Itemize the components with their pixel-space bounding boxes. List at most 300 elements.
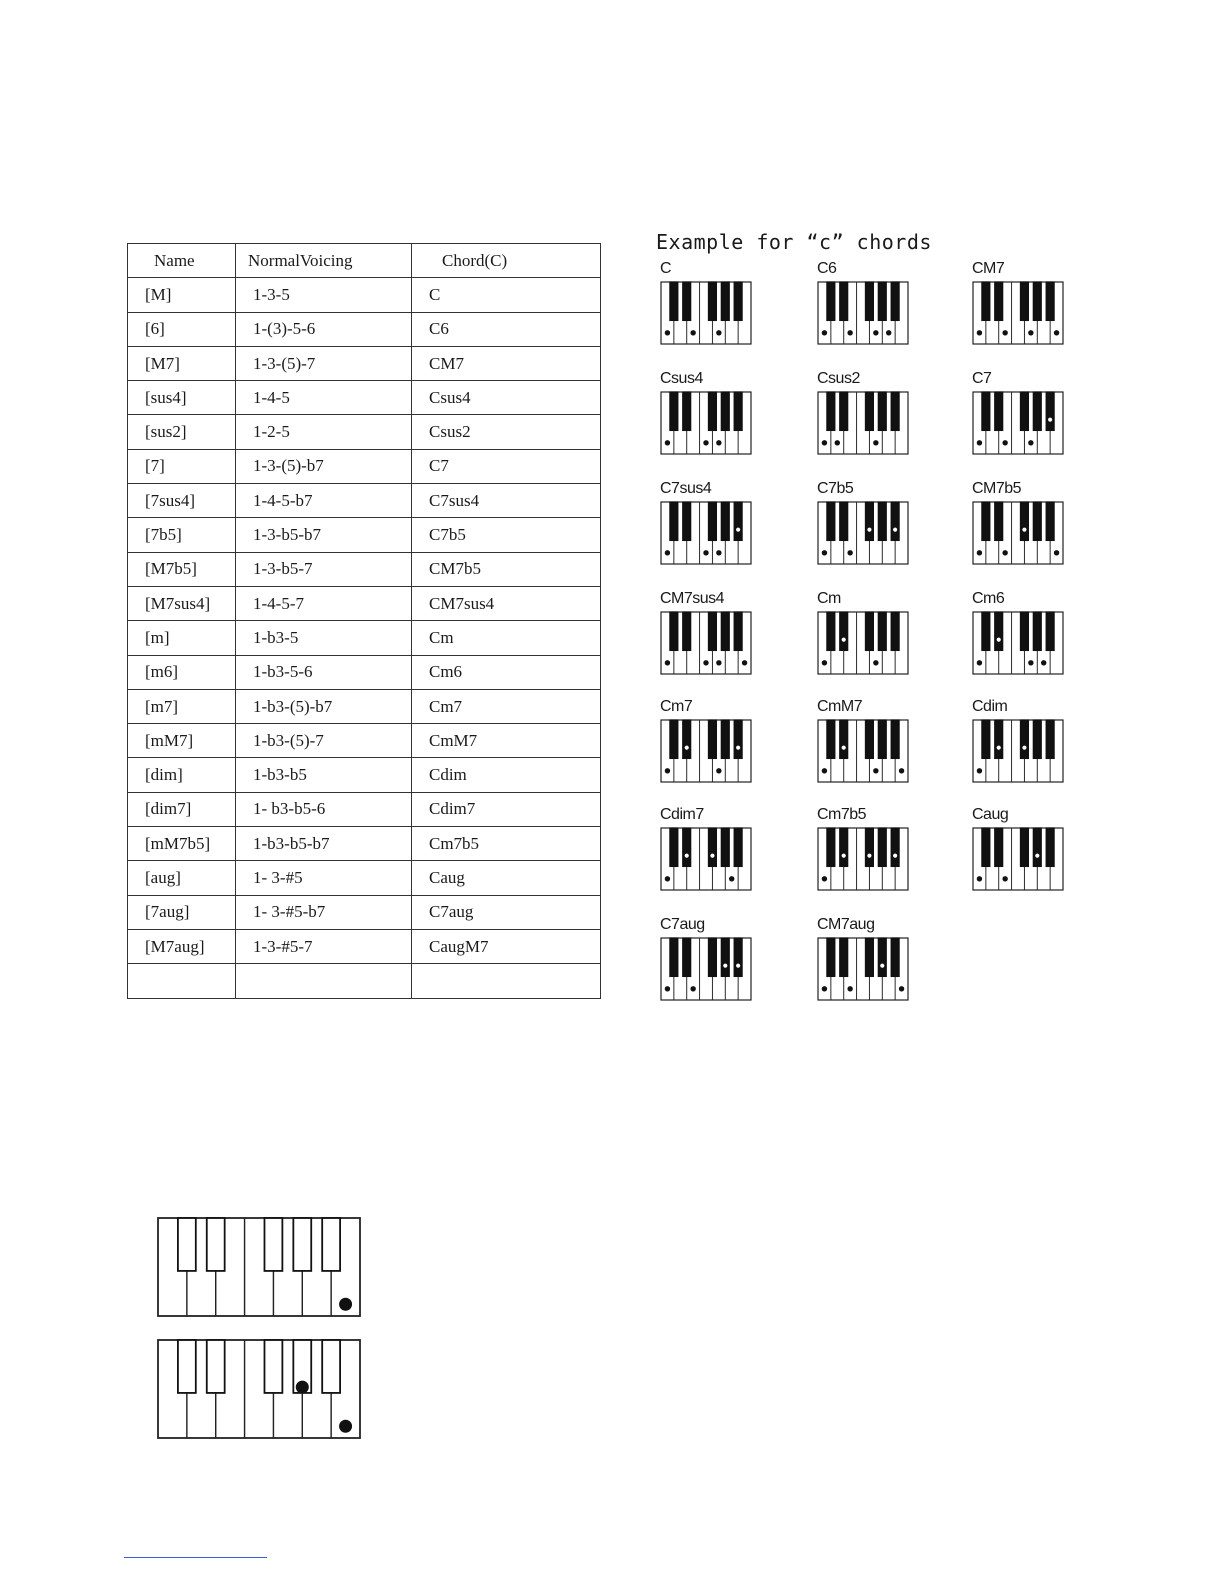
note-dot	[1048, 417, 1053, 422]
black-key	[708, 720, 716, 758]
note-dot	[899, 768, 904, 773]
chord-label: Cdim7	[660, 806, 704, 823]
black-key	[734, 938, 742, 976]
note-dot	[691, 986, 696, 991]
black-key	[878, 828, 886, 866]
black-key	[708, 938, 716, 976]
table-cell: 1-4-5	[236, 381, 412, 415]
table-cell: 1-3-(5)-7	[236, 346, 412, 380]
table-cell: [m6]	[128, 655, 236, 689]
black-key	[827, 938, 835, 976]
black-key	[721, 282, 729, 320]
table-row	[128, 621, 601, 655]
chord-label: CM7aug	[817, 916, 875, 933]
table-cell: C	[412, 278, 601, 312]
note-dot	[893, 853, 898, 858]
table-row	[128, 415, 601, 449]
black-key	[264, 1218, 282, 1271]
black-key	[322, 1218, 340, 1271]
keyboard-icon	[815, 806, 915, 906]
table-row	[128, 312, 601, 346]
table-row	[128, 724, 601, 758]
chord-label: C	[660, 260, 672, 277]
note-dot	[1028, 330, 1033, 335]
note-dot	[710, 853, 715, 858]
chord-diagram	[970, 480, 1070, 580]
note-dot	[873, 768, 878, 773]
table-cell: CM7b5	[412, 552, 601, 586]
note-dot	[1022, 745, 1027, 750]
table-cell: [sus2]	[128, 415, 236, 449]
black-key	[178, 1218, 196, 1271]
note-dot	[841, 745, 846, 750]
table-cell: Cm	[412, 621, 601, 655]
black-key	[827, 720, 835, 758]
black-key	[982, 720, 990, 758]
black-key	[995, 828, 1003, 866]
chord-label: Csus4	[660, 370, 703, 387]
table-cell: 1- 3-#5-b7	[236, 895, 412, 929]
note-dot	[841, 637, 846, 642]
chord-diagram	[658, 698, 758, 798]
note-dot	[880, 963, 885, 968]
black-key	[891, 282, 899, 320]
black-key	[891, 502, 899, 540]
note-dot	[665, 440, 670, 445]
table-row	[128, 861, 601, 895]
note-dot	[996, 745, 1001, 750]
black-key	[878, 938, 886, 976]
table-cell: CM7	[412, 346, 601, 380]
black-key	[891, 612, 899, 650]
note-dot	[848, 986, 853, 991]
table-cell: Csus2	[412, 415, 601, 449]
table-cell: [M7sus4]	[128, 586, 236, 620]
table-cell: 1-3-5	[236, 278, 412, 312]
black-key	[721, 392, 729, 430]
black-key	[840, 392, 848, 430]
black-key	[1020, 502, 1028, 540]
note-dot	[835, 440, 840, 445]
table-cell: [7]	[128, 449, 236, 483]
note-dot	[1035, 853, 1040, 858]
black-key	[827, 612, 835, 650]
chord-diagram	[658, 590, 758, 690]
black-key	[734, 282, 742, 320]
black-key	[995, 612, 1003, 650]
black-key	[995, 392, 1003, 430]
keyboard-icon	[815, 590, 915, 690]
table-cell: 1-b3-b5	[236, 758, 412, 792]
black-key	[1033, 720, 1041, 758]
table-cell: [mM7b5]	[128, 827, 236, 861]
black-key	[683, 282, 691, 320]
black-key	[708, 282, 716, 320]
table-cell: 1-b3-5-6	[236, 655, 412, 689]
note-dot	[822, 440, 827, 445]
black-key	[683, 392, 691, 430]
black-key	[683, 502, 691, 540]
note-dot	[1003, 330, 1008, 335]
black-key	[670, 502, 678, 540]
note-dot	[848, 330, 853, 335]
black-key	[734, 720, 742, 758]
note-dot	[716, 660, 721, 665]
black-key	[865, 612, 873, 650]
table-cell: C7aug	[412, 895, 601, 929]
table-cell: 1-b3-(5)-7	[236, 724, 412, 758]
chord-diagram	[658, 916, 758, 1016]
black-key	[1046, 502, 1054, 540]
black-key	[734, 502, 742, 540]
note-dot	[822, 876, 827, 881]
table-row	[128, 792, 601, 826]
table-row	[128, 895, 601, 929]
table-cell: [6]	[128, 312, 236, 346]
table-cell: CaugM7	[412, 929, 601, 963]
note-dot	[665, 660, 670, 665]
column-header: Name	[128, 244, 236, 278]
chord-diagram	[658, 806, 758, 906]
black-key	[178, 1340, 196, 1393]
black-key	[1046, 612, 1054, 650]
note-dot	[296, 1381, 309, 1394]
black-key	[982, 392, 990, 430]
column-header: Chord(C)	[412, 244, 601, 278]
chord-diagram	[658, 370, 758, 470]
black-key	[683, 938, 691, 976]
note-dot	[691, 330, 696, 335]
black-key	[708, 502, 716, 540]
note-dot	[736, 745, 741, 750]
table-row	[128, 929, 601, 963]
black-key	[865, 502, 873, 540]
chord-label: Csus2	[817, 370, 860, 387]
table-cell: 1-2-5	[236, 415, 412, 449]
table-cell: 1-3-(5)-b7	[236, 449, 412, 483]
table-cell: [aug]	[128, 861, 236, 895]
table-cell	[128, 964, 236, 998]
keyboard-icon	[815, 698, 915, 798]
black-key	[1020, 720, 1028, 758]
black-key	[840, 720, 848, 758]
keyboard-icon	[658, 590, 758, 690]
keyboard-icon	[815, 260, 915, 360]
chord-label: C7	[972, 370, 992, 387]
black-key	[982, 612, 990, 650]
table-cell: [mM7]	[128, 724, 236, 758]
black-key	[1020, 282, 1028, 320]
table-row	[128, 484, 601, 518]
table-cell: C7sus4	[412, 484, 601, 518]
table-cell: 1-b3-b5-b7	[236, 827, 412, 861]
keyboard-icon	[658, 480, 758, 580]
chord-diagram	[970, 370, 1070, 470]
chord-label: CM7	[972, 260, 1005, 277]
note-dot	[665, 876, 670, 881]
note-dot	[723, 963, 728, 968]
table-cell: CM7sus4	[412, 586, 601, 620]
note-dot	[841, 853, 846, 858]
black-key	[995, 502, 1003, 540]
black-key	[827, 282, 835, 320]
black-key	[1020, 828, 1028, 866]
black-key	[865, 938, 873, 976]
black-key	[1020, 612, 1028, 650]
chord-label: Cm7	[660, 698, 693, 715]
black-key	[891, 392, 899, 430]
note-dot	[822, 768, 827, 773]
note-dot	[867, 527, 872, 532]
black-key	[293, 1218, 311, 1271]
keyboard-icon	[658, 806, 758, 906]
table-cell: [7sus4]	[128, 484, 236, 518]
note-dot	[1003, 550, 1008, 555]
table-cell: [sus4]	[128, 381, 236, 415]
note-dot	[704, 440, 709, 445]
black-key	[995, 720, 1003, 758]
table-row	[128, 449, 601, 483]
chord-diagram	[815, 370, 915, 470]
note-dot	[704, 660, 709, 665]
table-cell: [dim7]	[128, 792, 236, 826]
table-cell: 1-b3-5	[236, 621, 412, 655]
chord-diagram	[970, 806, 1070, 906]
chord-diagram	[815, 480, 915, 580]
chord-diagram	[815, 260, 915, 360]
note-dot	[1054, 330, 1059, 335]
chord-label: Cdim	[972, 698, 1008, 715]
black-key	[865, 392, 873, 430]
black-key	[840, 502, 848, 540]
keyboard-icon	[815, 916, 915, 1016]
note-dot	[684, 853, 689, 858]
table-cell: 1-(3)-5-6	[236, 312, 412, 346]
black-key	[670, 612, 678, 650]
table-cell: Cdim	[412, 758, 601, 792]
note-dot	[977, 550, 982, 555]
keyboard-icon	[970, 370, 1070, 470]
black-key	[1020, 392, 1028, 430]
table-row	[128, 278, 601, 312]
chord-diagram	[815, 590, 915, 690]
black-key	[683, 720, 691, 758]
note-dot	[822, 550, 827, 555]
note-dot	[716, 330, 721, 335]
table-cell: Caug	[412, 861, 601, 895]
keyboard-icon	[970, 260, 1070, 360]
chord-label: C7b5	[817, 480, 854, 497]
chord-table	[127, 243, 601, 999]
note-dot	[1028, 440, 1033, 445]
chord-diagram	[658, 480, 758, 580]
black-key	[1033, 502, 1041, 540]
chord-diagram	[815, 698, 915, 798]
black-key	[734, 828, 742, 866]
note-dot	[742, 660, 747, 665]
table-cell: Cm6	[412, 655, 601, 689]
note-dot	[848, 550, 853, 555]
black-key	[721, 720, 729, 758]
chord-diagram	[815, 916, 915, 1016]
note-dot	[873, 440, 878, 445]
note-dot	[1003, 440, 1008, 445]
black-key	[670, 282, 678, 320]
chord-diagram	[658, 260, 758, 360]
table-cell: [7aug]	[128, 895, 236, 929]
note-dot	[665, 550, 670, 555]
black-key	[670, 938, 678, 976]
note-dot	[736, 963, 741, 968]
black-key	[1033, 612, 1041, 650]
note-dot	[716, 768, 721, 773]
note-dot	[716, 550, 721, 555]
black-key	[670, 828, 678, 866]
chord-diagram	[970, 590, 1070, 690]
table-cell: [M]	[128, 278, 236, 312]
table-row	[128, 346, 601, 380]
black-key	[721, 938, 729, 976]
note-dot	[899, 986, 904, 991]
table-cell: Cdim7	[412, 792, 601, 826]
table-cell: [m]	[128, 621, 236, 655]
chord-label: CM7sus4	[660, 590, 725, 607]
table-cell: CmM7	[412, 724, 601, 758]
keyboard-icon	[155, 1338, 365, 1442]
black-key	[207, 1218, 225, 1271]
table-cell: Cm7b5	[412, 827, 601, 861]
table-cell: 1- b3-b5-6	[236, 792, 412, 826]
black-key	[721, 502, 729, 540]
black-key	[1046, 282, 1054, 320]
table-cell: Cm7	[412, 689, 601, 723]
keyboard-icon	[815, 480, 915, 580]
keyboard-icon	[155, 1216, 365, 1320]
black-key	[840, 282, 848, 320]
black-key	[734, 392, 742, 430]
black-key	[1033, 282, 1041, 320]
note-dot	[339, 1298, 352, 1311]
table-cell: C6	[412, 312, 601, 346]
table-row	[128, 586, 601, 620]
black-key	[982, 502, 990, 540]
keyboard-icon	[970, 806, 1070, 906]
keyboard-icon	[658, 370, 758, 470]
black-key	[865, 720, 873, 758]
chord-label: Caug	[972, 806, 1009, 823]
black-key	[878, 612, 886, 650]
note-dot	[1041, 660, 1046, 665]
note-dot	[704, 550, 709, 555]
note-dot	[977, 330, 982, 335]
table-cell: 1- 3-#5	[236, 861, 412, 895]
black-key	[1046, 392, 1054, 430]
black-key	[683, 828, 691, 866]
keyboard-icon	[815, 370, 915, 470]
note-dot	[822, 330, 827, 335]
black-key	[840, 938, 848, 976]
black-key	[207, 1340, 225, 1393]
table-cell: 1-4-5-7	[236, 586, 412, 620]
footnote-divider	[124, 1557, 267, 1558]
note-dot	[822, 986, 827, 991]
note-dot	[736, 527, 741, 532]
note-dot	[1022, 527, 1027, 532]
note-dot	[729, 876, 734, 881]
note-dot	[339, 1420, 352, 1433]
black-key	[708, 392, 716, 430]
chord-label: C7aug	[660, 916, 705, 933]
note-dot	[886, 330, 891, 335]
note-dot	[977, 440, 982, 445]
note-dot	[867, 853, 872, 858]
chord-label: C6	[817, 260, 837, 277]
black-key	[878, 282, 886, 320]
table-cell: [M7b5]	[128, 552, 236, 586]
note-dot	[873, 330, 878, 335]
note-dot	[996, 637, 1001, 642]
note-dot	[665, 330, 670, 335]
black-key	[878, 502, 886, 540]
table-cell: [dim]	[128, 758, 236, 792]
table-cell: [7b5]	[128, 518, 236, 552]
black-key	[683, 612, 691, 650]
note-dot	[1003, 876, 1008, 881]
table-row	[128, 518, 601, 552]
table-cell: C7b5	[412, 518, 601, 552]
black-key	[721, 612, 729, 650]
black-key	[264, 1340, 282, 1393]
chord-diagram	[815, 806, 915, 906]
chord-label: CmM7	[817, 698, 863, 715]
chord-diagram	[970, 260, 1070, 360]
black-key	[1046, 828, 1054, 866]
black-key	[982, 282, 990, 320]
black-key	[891, 720, 899, 758]
table-cell: 1-3-#5-7	[236, 929, 412, 963]
black-key	[840, 828, 848, 866]
black-key	[1046, 720, 1054, 758]
black-key	[1033, 828, 1041, 866]
column-header: NormalVoicing	[236, 244, 412, 278]
note-dot	[977, 660, 982, 665]
black-key	[1033, 392, 1041, 430]
chord-label: Cm	[817, 590, 841, 607]
table-cell	[412, 964, 601, 998]
table-cell: 1-b3-(5)-b7	[236, 689, 412, 723]
note-dot	[665, 986, 670, 991]
black-key	[670, 720, 678, 758]
table-row	[128, 381, 601, 415]
note-dot	[716, 440, 721, 445]
black-key	[891, 938, 899, 976]
table-row	[128, 964, 601, 998]
keyboard-icon	[970, 590, 1070, 690]
table-cell: [M7aug]	[128, 929, 236, 963]
black-key	[865, 828, 873, 866]
chord-label: Cm6	[972, 590, 1005, 607]
black-key	[322, 1340, 340, 1393]
keyboard-icon	[658, 698, 758, 798]
chord-label: C7sus4	[660, 480, 712, 497]
black-key	[827, 828, 835, 866]
black-key	[708, 828, 716, 866]
note-dot	[822, 660, 827, 665]
black-key	[670, 392, 678, 430]
table-cell: 1-3-b5-b7	[236, 518, 412, 552]
black-key	[891, 828, 899, 866]
note-dot	[893, 527, 898, 532]
